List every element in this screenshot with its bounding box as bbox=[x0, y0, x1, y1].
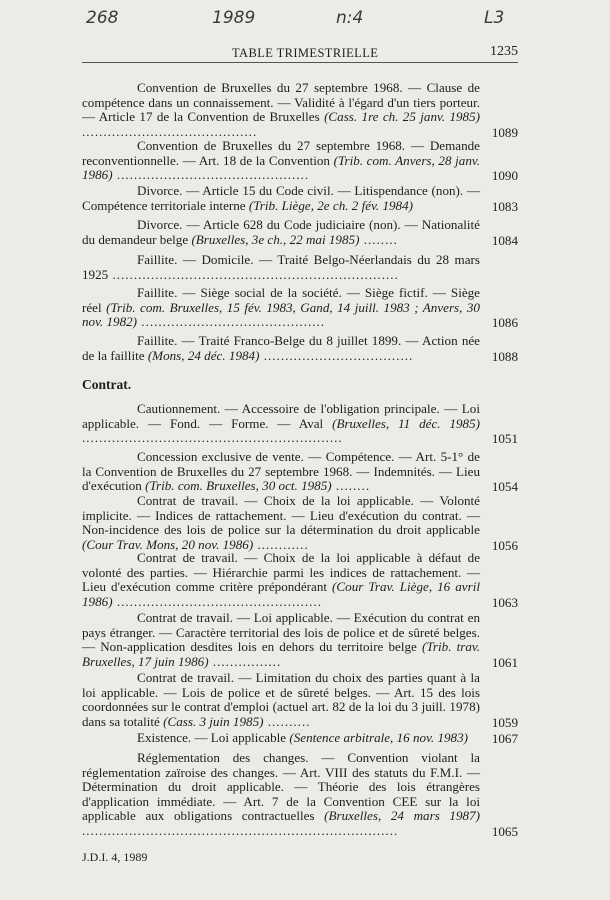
entry-page: 1065 bbox=[491, 823, 518, 839]
entry-page: 1084 bbox=[491, 232, 518, 248]
index-entry: Faillite. — Traité Franco-Belge du 8 juillet 1899. — Action née de la faillite (Mons, 24 déc. 1984) ................................... 1088 bbox=[82, 333, 518, 364]
index-entry: Existence. — Loi applicable (Sentence arbitrale, 16 nov. 1983) 1067 bbox=[137, 730, 518, 746]
handwritten-year: 1989 bbox=[212, 8, 256, 28]
entry-page: 1083 bbox=[491, 198, 518, 214]
index-entry: Contrat de travail. — Loi applicable. — Exécution du contrat en pays étranger. — Caractère territorial des lois de police et de sûreté belges. — Non-application desdites lois en dehors du territoire belge (Trib. trav. Bruxelles, 17 juin 1986) ................ 1061 bbox=[82, 610, 518, 670]
index-entry: Convention de Bruxelles du 27 septembre 1968. — Clause de compétence dans un connaissement. — Validité à l'égard d'un tiers porteur. — Article 17 de la Convention de Bruxelles (Cass. 1re ch. 25 janv. 1985) ......................................... 1089 bbox=[82, 80, 518, 140]
running-header: TABLE TRIMESTRIELLE bbox=[232, 46, 379, 60]
index-entry: Faillite. — Domicile. — Traité Belgo-Néerlandais du 28 mars 1925 ................................................................... bbox=[82, 252, 480, 282]
index-entry: Contrat de travail. — Choix de la loi applicable à défaut de volonté des parties. — Hiérarchie parmi les indices de rattachement. — Lieu d'exécution comme critère prépondérant (Cour Trav. Liège, 16 avril 1986) ................................................ 1063 bbox=[82, 550, 518, 610]
handwritten-code: L3 bbox=[484, 8, 505, 28]
index-entry: Divorce. — Article 15 du Code civil. — Litispendance (non). — Compétence territoriale interne (Trib. Liège, 2e ch. 2 fév. 1984) 1083 bbox=[82, 183, 518, 214]
index-entry: Faillite. — Siège social de la société. — Siège fictif. — Siège réel (Trib. com. Bruxelles, 15 fév. 1983, Gand, 14 juill. 1983 ; Anvers, 30 nov. 1982) ........................................... 1086 bbox=[82, 285, 518, 330]
page-number: 1235 bbox=[490, 44, 518, 59]
index-entry: Concession exclusive de vente. — Compétence. — Art. 5-1° de la Convention de Bruxelles du 27 septembre 1968. — Indemnités. — Lieu d'exécution (Trib. com. Bruxelles, 30 oct. 1985) ........ 1054 bbox=[82, 449, 518, 494]
header-rule bbox=[82, 62, 518, 63]
index-entry: Convention de Bruxelles du 27 septembre 1968. — Demande reconventionnelle. — Art. 18 de la Convention (Trib. com. Anvers, 28 janv. 1986) ............................................. 1090 bbox=[82, 138, 518, 183]
entry-page: 1090 bbox=[491, 168, 518, 183]
page-footer: J.D.I. 4, 1989 bbox=[82, 850, 148, 864]
entry-page: 1086 bbox=[491, 315, 518, 330]
entry-page: 1089 bbox=[491, 124, 518, 140]
entry-page: 1063 bbox=[491, 594, 518, 610]
index-entry: Divorce. — Article 628 du Code judiciaire (non). — Nationalité du demandeur belge (Bruxelles, 3e ch., 22 mai 1985) ........ 1084 bbox=[82, 217, 518, 248]
index-entry: Cautionnement. — Accessoire de l'obligation principale. — Loi applicable. — Fond. — Forme. — Aval (Bruxelles, 11 déc. 1985) ............................................................. 1051 bbox=[82, 401, 518, 446]
entry-page: 1061 bbox=[491, 654, 518, 670]
index-entry: Réglementation des changes. — Convention violant la réglementation zaïroise des changes. — Art. VIII des statuts du F.M.I. — Détermination du droit applicable. — Théorie des lois étrangères d'application immédiate. — Art. 7 de la Convention CEE sur la loi applicable aux obligations contractuelles (Bruxelles, 24 mars 1987) .......................................................................... 1065 bbox=[82, 750, 518, 839]
entry-page: 1056 bbox=[491, 537, 518, 553]
entry-page: 1054 bbox=[491, 479, 518, 494]
handwritten-issue: n:4 bbox=[336, 8, 364, 28]
entry-page: 1051 bbox=[491, 431, 518, 446]
index-entry: Contrat de travail. — Limitation du choix des parties quant à la loi applicable. — Lois de police et de sûreté belges. — Art. 15 des lois coordonnées sur le contrat d'emploi (actuel art. 82 de la loi du 3 juill. 1978) dans sa totalité (Cass. 3 juin 1985) .......... 1059 bbox=[82, 670, 518, 730]
entry-page: 1067 bbox=[491, 731, 518, 746]
handwritten-number: 268 bbox=[86, 8, 119, 28]
index-entry: Contrat de travail. — Choix de la loi applicable. — Volonté implicite. — Indices de rattachement. — Lieu d'exécution du contrat. — Non-incidence des lois de police sur la détermination du droit applicable (Cour Trav. Mons, 20 nov. 1986) ............ 1056 bbox=[82, 493, 518, 553]
section-heading: Contrat. bbox=[82, 377, 132, 392]
entry-page: 1059 bbox=[491, 714, 518, 730]
entry-page: 1088 bbox=[491, 348, 518, 364]
